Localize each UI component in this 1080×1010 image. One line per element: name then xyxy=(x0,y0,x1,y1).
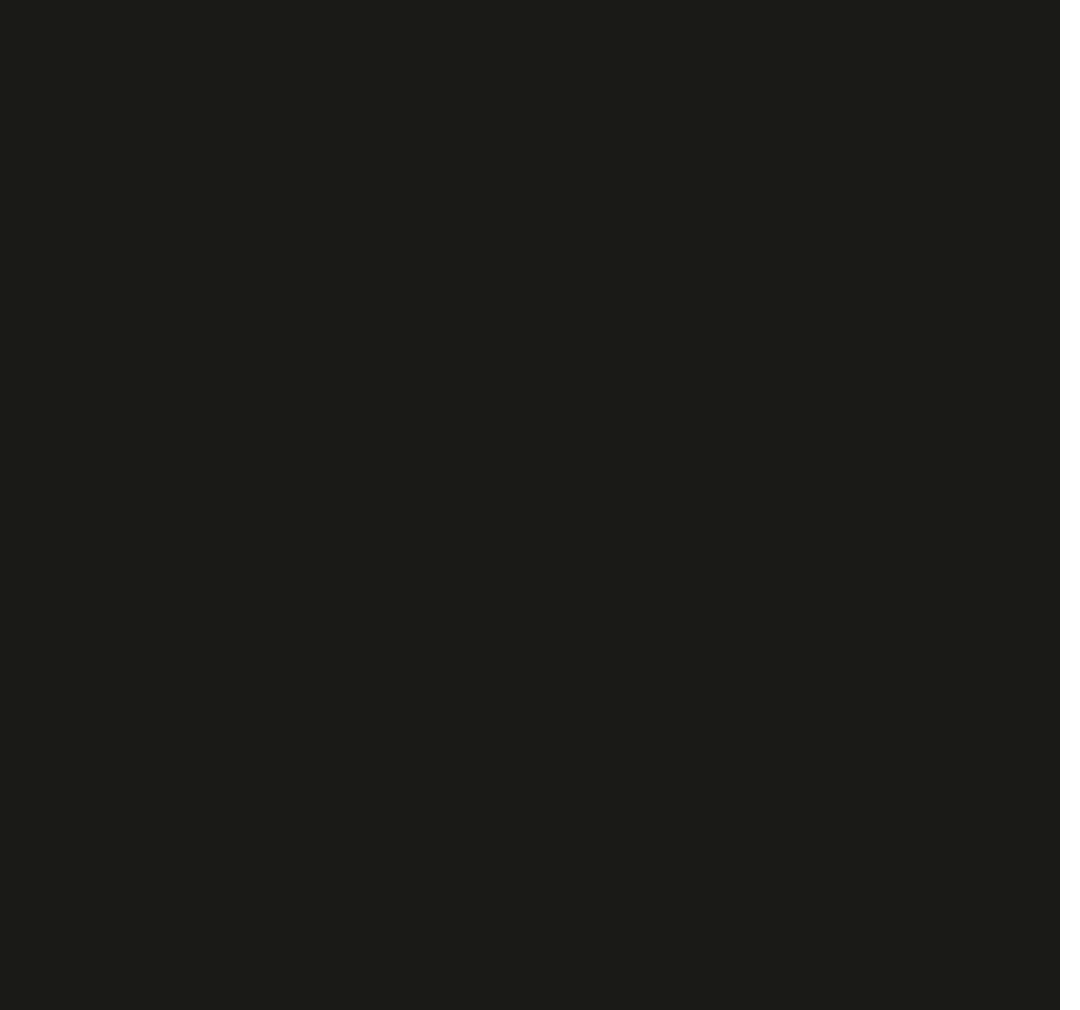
tier-board xyxy=(10,0,1060,1010)
right-edge-strip xyxy=(1060,0,1080,1010)
tiermaker-logo xyxy=(779,18,1041,66)
tiermaker-grid-icon xyxy=(779,21,821,63)
